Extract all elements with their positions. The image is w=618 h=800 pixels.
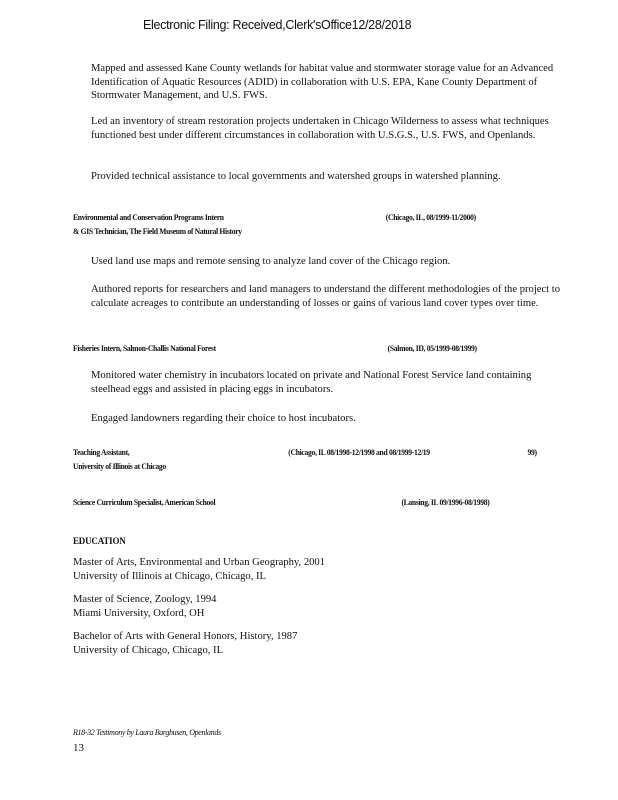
job-location-dates: (Lansing, IL 09/1996-08/1998) [401,498,490,507]
job-title: Science Curriculum Specialist, American School [73,498,216,507]
bullet-water-chemistry: Monitored water chemistry in incubators located on private and National Forest Service land containing steelhead eggs and assisted in placing eggs in incubators. [91,370,532,395]
degree: Bachelor of Arts with General Honors, History, 1987 [73,631,298,642]
job-org: & GIS Technician, The Field Museum of Natural History [73,227,242,236]
job-location-dates-tail: 99) [527,448,537,457]
school: University of Illinois at Chicago, Chicago, IL [73,570,267,582]
job-title: Teaching Assistant, [73,448,130,457]
degree: Master of Arts, Environmental and Urban Geography, 2001 [73,557,326,568]
job-heading-american-school [73,496,515,510]
education-entry [73,556,553,583]
education-heading: EDUCATION [73,536,126,546]
bullet-wetlands: Mapped and assessed Kane County wetlands for habitat value and stormwater storage value for an Advanced Identification of Aquatic Resources (ADID) in collaboration with U.S. EPA, Kane County Department of Stormwater Management, and U.S. FWS. [91,63,554,101]
job-heading-salmon-challis [73,342,515,356]
job-title: Fisheries Intern, Salmon-Challis National Forest [73,344,216,353]
job-heading-field-museum [73,211,515,239]
bullet-reports: Authored reports for researchers and land managers to understand the different methodologies of the project to calculate acreages to contribute an understanding of losses or gains of various land cover types over time. [91,284,561,309]
footer-citation: R18-32 Testimony by Laura Barghusen, Openlands [73,728,221,737]
education-entry [73,593,553,620]
job-location-dates: (Chicago, IL 08/1998-12/1998 and 08/1999-12/19 [288,448,430,457]
school: Miami University, Oxford, OH [73,607,205,619]
school: University of Chicago, Chicago, IL [73,644,224,656]
bullet-land-use: Used land use maps and remote sensing to analyze land cover of the Chicago region. [91,256,451,267]
job-heading-teaching-assistant [73,446,537,474]
job-title: Environmental and Conservation Programs Intern [73,213,224,222]
job-org: University of Illinois at Chicago [73,462,166,471]
bullet-landowners: Engaged landowners regarding their choice to host incubators. [91,413,356,424]
degree: Master of Science, Zoology, 1994 [73,594,217,605]
bullet-stream-inventory: Led an inventory of stream restoration projects undertaken in Chicago Wilderness to assess what techniques functioned best under different circumstances in collaboration with U.S.G.S., U.S. FWS, and Openlands. [91,116,549,141]
education-entry [73,630,553,657]
filing-stamp: Electronic Filing: Received,Clerk'sOffice12/28/2018 [143,18,412,32]
job-location-dates: (Chicago, IL, 08/1999-11/2000) [385,213,476,222]
page-number: 13 [73,742,84,754]
job-location-dates: (Salmon, ID, 05/1999-08/1999) [387,344,477,353]
bullet-technical-assistance: Provided technical assistance to local governments and watershed groups in watershed planning. [91,171,501,182]
